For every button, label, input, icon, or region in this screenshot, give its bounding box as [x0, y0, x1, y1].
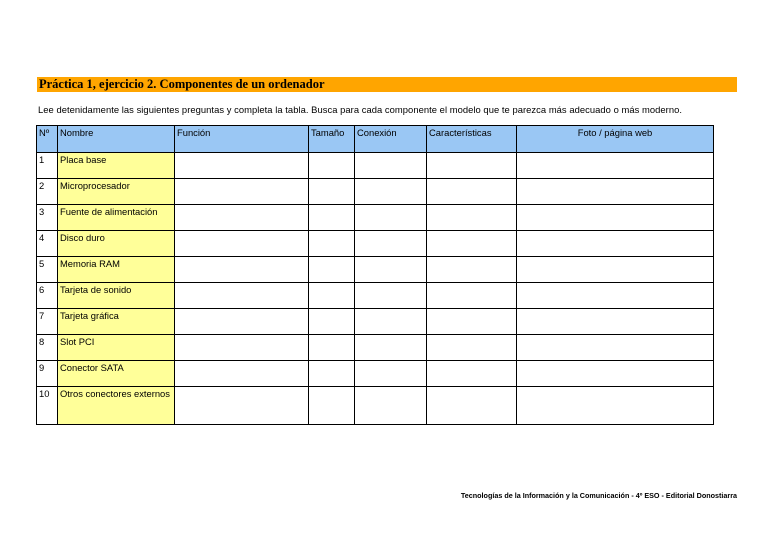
tamano-cell[interactable] [309, 153, 355, 179]
tamano-cell[interactable] [309, 205, 355, 231]
foto-cell[interactable] [517, 205, 714, 231]
foto-cell[interactable] [517, 231, 714, 257]
foto-cell[interactable] [517, 283, 714, 309]
conexion-cell[interactable] [355, 231, 427, 257]
tamano-cell[interactable] [309, 283, 355, 309]
table-row [37, 179, 714, 205]
funcion-cell[interactable] [175, 361, 309, 387]
conexion-cell[interactable] [355, 387, 427, 425]
row-number: 7 [37, 309, 58, 335]
header-funcion: Función [175, 126, 309, 153]
tamano-cell[interactable] [309, 179, 355, 205]
row-component-name: Placa base [58, 153, 175, 179]
funcion-cell[interactable] [175, 283, 309, 309]
table-row [37, 361, 714, 387]
header-tamano: Tamaño [309, 126, 355, 153]
caracteristicas-cell[interactable] [427, 153, 517, 179]
foto-cell[interactable] [517, 361, 714, 387]
caracteristicas-cell[interactable] [427, 387, 517, 425]
foto-cell[interactable] [517, 309, 714, 335]
document-title: Práctica 1, ejercicio 2. Componentes de un ordenador [37, 77, 737, 92]
funcion-cell[interactable] [175, 387, 309, 425]
caracteristicas-cell[interactable] [427, 231, 517, 257]
foto-cell[interactable] [517, 153, 714, 179]
table-row [37, 257, 714, 283]
funcion-cell[interactable] [175, 179, 309, 205]
conexion-cell[interactable] [355, 257, 427, 283]
conexion-cell[interactable] [355, 179, 427, 205]
row-number: 3 [37, 205, 58, 231]
row-number: 6 [37, 283, 58, 309]
table-row [37, 335, 714, 361]
funcion-cell[interactable] [175, 309, 309, 335]
funcion-cell[interactable] [175, 335, 309, 361]
foto-cell[interactable] [517, 257, 714, 283]
row-component-name: Tarjeta gráfica [58, 309, 175, 335]
table-row [37, 205, 714, 231]
tamano-cell[interactable] [309, 257, 355, 283]
tamano-cell[interactable] [309, 335, 355, 361]
tamano-cell[interactable] [309, 309, 355, 335]
row-number: 9 [37, 361, 58, 387]
conexion-cell[interactable] [355, 283, 427, 309]
caracteristicas-cell[interactable] [427, 309, 517, 335]
header-num: Nº [37, 126, 58, 153]
foto-cell[interactable] [517, 179, 714, 205]
row-component-name: Fuente de alimentación [58, 205, 175, 231]
row-component-name: Microprocesador [58, 179, 175, 205]
row-component-name: Slot PCI [58, 335, 175, 361]
table-header-row [37, 126, 714, 153]
caracteristicas-cell[interactable] [427, 179, 517, 205]
foto-cell[interactable] [517, 335, 714, 361]
foto-cell[interactable] [517, 387, 714, 425]
funcion-cell[interactable] [175, 257, 309, 283]
row-component-name: Otros conectores externos [58, 387, 175, 425]
header-conexion: Conexión [355, 126, 427, 153]
row-component-name: Memoria RAM [58, 257, 175, 283]
tamano-cell[interactable] [309, 361, 355, 387]
row-number: 1 [37, 153, 58, 179]
components-table [36, 125, 714, 425]
funcion-cell[interactable] [175, 153, 309, 179]
tamano-cell[interactable] [309, 387, 355, 425]
caracteristicas-cell[interactable] [427, 257, 517, 283]
caracteristicas-cell[interactable] [427, 361, 517, 387]
conexion-cell[interactable] [355, 361, 427, 387]
row-component-name: Tarjeta de sonido [58, 283, 175, 309]
header-nombre: Nombre [58, 126, 175, 153]
caracteristicas-cell[interactable] [427, 283, 517, 309]
row-number: 2 [37, 179, 58, 205]
row-number: 5 [37, 257, 58, 283]
header-foto: Foto / página web [517, 126, 714, 153]
funcion-cell[interactable] [175, 205, 309, 231]
tamano-cell[interactable] [309, 231, 355, 257]
funcion-cell[interactable] [175, 231, 309, 257]
table-row [37, 387, 714, 425]
row-number: 4 [37, 231, 58, 257]
conexion-cell[interactable] [355, 335, 427, 361]
table-row [37, 309, 714, 335]
conexion-cell[interactable] [355, 205, 427, 231]
instructions-text: Lee detenidamente las siguientes preguntas y completa la tabla. Busca para cada componente el modelo que te parezca más adecuado o más moderno. [38, 104, 683, 115]
conexion-cell[interactable] [355, 153, 427, 179]
conexion-cell[interactable] [355, 309, 427, 335]
header-caracteristicas: Características [427, 126, 517, 153]
row-number: 8 [37, 335, 58, 361]
row-component-name: Conector SATA [58, 361, 175, 387]
row-number: 10 [37, 387, 58, 425]
table-row [37, 283, 714, 309]
caracteristicas-cell[interactable] [427, 205, 517, 231]
row-component-name: Disco duro [58, 231, 175, 257]
page-footer: Tecnologías de la Información y la Comunicación - 4º ESO - Editorial Donostiarra [460, 491, 737, 500]
table-row [37, 231, 714, 257]
table-row [37, 153, 714, 179]
caracteristicas-cell[interactable] [427, 335, 517, 361]
